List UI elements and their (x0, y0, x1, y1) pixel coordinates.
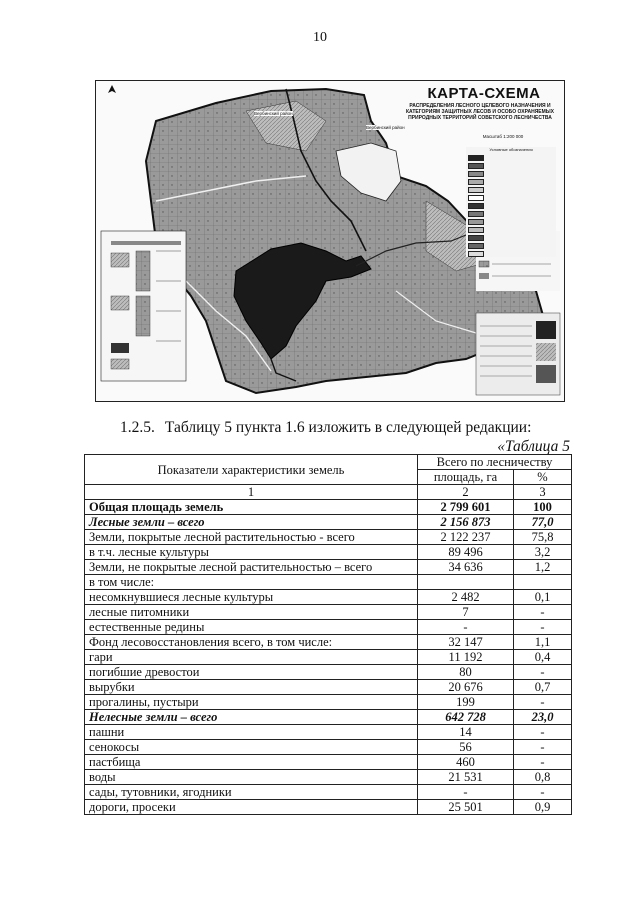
row-area: - (418, 620, 514, 635)
table-row (85, 605, 572, 620)
row-label: пастбища (85, 755, 418, 770)
row-label: воды (85, 770, 418, 785)
legend-item (468, 154, 554, 161)
row-label: погибшие древостои (85, 665, 418, 680)
legend-swatch (468, 235, 484, 241)
table-caption: «Таблица 5 (497, 438, 570, 455)
table-row (85, 740, 572, 755)
legend-swatch (468, 211, 484, 217)
row-area: 14 (418, 725, 514, 740)
table-row (85, 725, 572, 740)
table-row (85, 680, 572, 695)
row-label: Лесные земли – всего (85, 515, 418, 530)
row-area (418, 575, 514, 590)
header-area: площадь, га (418, 470, 514, 485)
map-legend-heading: Условные обозначения (489, 147, 533, 152)
row-percent: 100 (514, 500, 572, 515)
row-label: Земли, покрытые лесной растительностью - всего (85, 530, 418, 545)
table-row (85, 500, 572, 515)
row-percent: - (514, 725, 572, 740)
row-percent: 0,9 (514, 800, 572, 815)
row-percent: - (514, 605, 572, 620)
legend-item (468, 170, 554, 177)
legend-swatch (468, 219, 484, 225)
row-label: дороги, просеки (85, 800, 418, 815)
column-number: 2 (418, 485, 514, 500)
header-total: Всего по лесничеству (418, 455, 572, 470)
table-row (85, 575, 572, 590)
row-label: прогалины, пустыри (85, 695, 418, 710)
legend-item (468, 210, 554, 217)
instruction-line (120, 419, 531, 437)
map-figure (95, 80, 565, 402)
row-area: 460 (418, 755, 514, 770)
map-region-label: Вербинский район (254, 111, 293, 116)
table-row (85, 590, 572, 605)
row-label: Общая площадь земель (85, 500, 418, 515)
table-row (85, 800, 572, 815)
row-area: 7 (418, 605, 514, 620)
table-row (85, 650, 572, 665)
row-area: 199 (418, 695, 514, 710)
legend-item (468, 202, 554, 209)
legend-item (468, 178, 554, 185)
row-percent: 0,4 (514, 650, 572, 665)
row-percent: 77,0 (514, 515, 572, 530)
legend-item (468, 250, 554, 257)
row-label: в том числе: (85, 575, 418, 590)
row-label: Нелесные земли – всего (85, 710, 418, 725)
legend-swatch (468, 243, 484, 249)
row-label: вырубки (85, 680, 418, 695)
row-label: пашни (85, 725, 418, 740)
map-scale: Масштаб 1:200 000 (482, 134, 524, 139)
row-area: - (418, 785, 514, 800)
table-row (85, 515, 572, 530)
column-number: 1 (85, 485, 418, 500)
table-row (85, 635, 572, 650)
header-indicator: Показатели характеристики земель (85, 455, 418, 485)
table-row (85, 530, 572, 545)
map-subtitle: РАСПРЕДЕЛЕНИЯ ЛЕСНОГО ЦЕЛЕВОГО НАЗНАЧЕНИЯ И КАТЕГОРИЯМ ЗАЩИТНЫХ ЛЕСОВ И ОСОБО ОХРАНЯЕМЫХ ПРИРОДНЫХ ТЕРРИТОРИЙ СОВЕТСКОГО ЛЕСНИЧЕСТВА (405, 103, 555, 121)
row-label: лесные питомники (85, 605, 418, 620)
header-percent: % (514, 470, 572, 485)
row-area: 21 531 (418, 770, 514, 785)
table-row (85, 755, 572, 770)
row-label: Фонд лесовосстановления всего, в том числе: (85, 635, 418, 650)
row-area: 25 501 (418, 800, 514, 815)
map-legend (466, 147, 556, 257)
row-label: естественные редины (85, 620, 418, 635)
legend-item (468, 162, 554, 169)
row-area: 2 799 601 (418, 500, 514, 515)
land-indicators-table (84, 454, 572, 815)
legend-swatch (468, 251, 484, 257)
row-percent: - (514, 740, 572, 755)
row-percent: 0,1 (514, 590, 572, 605)
row-percent: - (514, 785, 572, 800)
row-label: сады, тутовники, ягодники (85, 785, 418, 800)
row-label: несомкнувшиеся лесные культуры (85, 590, 418, 605)
table-row (85, 665, 572, 680)
row-percent (514, 575, 572, 590)
row-percent: 0,7 (514, 680, 572, 695)
row-percent: 23,0 (514, 710, 572, 725)
row-area: 89 496 (418, 545, 514, 560)
table-row (85, 560, 572, 575)
row-area: 80 (418, 665, 514, 680)
table-row (85, 620, 572, 635)
legend-swatch (468, 179, 484, 185)
row-label: в т.ч. лесные культуры (85, 545, 418, 560)
table-row (85, 785, 572, 800)
row-percent: - (514, 620, 572, 635)
legend-item (468, 226, 554, 233)
legend-swatch (468, 227, 484, 233)
row-area: 11 192 (418, 650, 514, 665)
legend-swatch (468, 195, 484, 201)
legend-item (468, 218, 554, 225)
row-percent: 0,8 (514, 770, 572, 785)
row-percent: 1,2 (514, 560, 572, 575)
row-area: 56 (418, 740, 514, 755)
instruction-text: Таблицу 5 пункта 1.6 изложить в следующей редакции: (164, 419, 532, 436)
row-percent: 75,8 (514, 530, 572, 545)
table-row (85, 770, 572, 785)
instruction-number: 1.2.5. (120, 419, 155, 436)
row-area: 2 482 (418, 590, 514, 605)
legend-item (468, 194, 554, 201)
legend-swatch (468, 203, 484, 209)
row-area: 32 147 (418, 635, 514, 650)
row-label: гари (85, 650, 418, 665)
map-title: КАРТА-СХЕМА (427, 85, 541, 102)
row-area: 20 676 (418, 680, 514, 695)
legend-item (468, 242, 554, 249)
row-area: 2 156 873 (418, 515, 514, 530)
row-label: Земли, не покрытые лесной растительностью – всего (85, 560, 418, 575)
map-region-label: Вербинский район (366, 125, 405, 130)
row-percent: - (514, 755, 572, 770)
column-number: 3 (514, 485, 572, 500)
row-percent: - (514, 695, 572, 710)
row-area: 2 122 237 (418, 530, 514, 545)
legend-swatch (468, 171, 484, 177)
row-area: 642 728 (418, 710, 514, 725)
legend-swatch (468, 163, 484, 169)
row-percent: 1,1 (514, 635, 572, 650)
row-area: 34 636 (418, 560, 514, 575)
page-number: 10 (313, 30, 327, 45)
legend-item (468, 234, 554, 241)
legend-swatch (468, 187, 484, 193)
legend-swatch (468, 155, 484, 161)
row-percent: 3,2 (514, 545, 572, 560)
legend-item (468, 186, 554, 193)
table-row (85, 695, 572, 710)
table-row (85, 545, 572, 560)
row-label: сенокосы (85, 740, 418, 755)
table-row (85, 710, 572, 725)
row-percent: - (514, 665, 572, 680)
